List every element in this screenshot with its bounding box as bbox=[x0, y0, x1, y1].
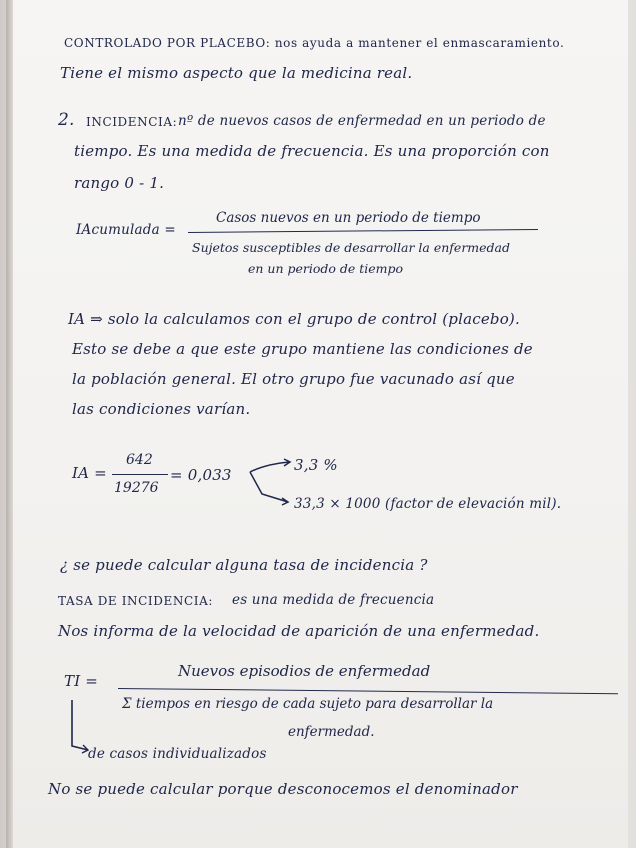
ia-note-2: Esto se debe a que este grupo mantiene las condiciones de bbox=[72, 340, 533, 358]
ti-denominator-1: Σ tiempos en riesgo de cada sujeto para desarrollar la bbox=[122, 696, 494, 712]
ti-definition: es una medida de frecuencia bbox=[232, 592, 435, 608]
ti-term: TASA DE INCIDENCIA: bbox=[58, 594, 213, 608]
ti-line-2: Nos informa de la velocidad de aparición de una enfermedad. bbox=[58, 622, 540, 640]
calc-label: IA = bbox=[72, 464, 107, 482]
calc-result: = 0,033 bbox=[170, 466, 232, 484]
ti-label: TI = bbox=[64, 672, 99, 690]
ti-denominator-2: enfermedad. bbox=[288, 724, 375, 740]
calc-fraction-bar bbox=[112, 474, 168, 475]
ti-fraction-bar bbox=[118, 688, 618, 695]
ti-numerator: Nuevos episodios de enfermedad bbox=[178, 662, 431, 680]
question: ¿ se puede calcular alguna tasa de incidencia ? bbox=[60, 556, 428, 574]
notebook-page bbox=[6, 0, 628, 848]
placebo-line-1: CONTROLADO POR PLACEBO: nos ayuda a mantener el enmascaramiento. bbox=[64, 36, 565, 50]
incidencia-term: INCIDENCIA: bbox=[86, 115, 178, 129]
section-number: 2. bbox=[58, 110, 75, 130]
ti-arrow-note: de casos individualizados bbox=[88, 746, 267, 762]
ia-denominator-1: Sujetos susceptibles de desarrollar la enfermedad bbox=[192, 240, 510, 255]
calc-branch-percent: 3,3 % bbox=[294, 456, 338, 474]
incidencia-def-3: rango 0 - 1. bbox=[74, 174, 165, 192]
ia-fraction-bar bbox=[188, 229, 538, 233]
ia-note-1: IA ⇒ solo la calculamos con el grupo de control (placebo). bbox=[68, 310, 520, 328]
ia-note-4: las condiciones varían. bbox=[72, 400, 251, 418]
ia-numerator: Casos nuevos en un periodo de tiempo bbox=[216, 210, 481, 226]
calc-numerator: 642 bbox=[126, 452, 153, 468]
incidencia-def-2: tiempo. Es una medida de frecuencia. Es una proporción con bbox=[74, 142, 550, 160]
incidencia-def-1: nº de nuevos casos de enfermedad en un periodo de bbox=[178, 113, 546, 129]
branch-arrows-icon bbox=[244, 462, 296, 506]
calc-denominator: 19276 bbox=[114, 480, 159, 496]
final-note: No se puede calcular porque desconocemos el denominador bbox=[48, 780, 518, 798]
placebo-line-2: Tiene el mismo aspecto que la medicina real. bbox=[60, 64, 413, 82]
ia-note-3: la población general. El otro grupo fue vacunado así que bbox=[72, 370, 515, 388]
calc-branch-per-mil: 33,3 × 1000 (factor de elevación mil). bbox=[294, 496, 562, 512]
ia-label: IAcumulada = bbox=[76, 222, 176, 238]
page-edge bbox=[6, 0, 13, 848]
ia-denominator-2: en un periodo de tiempo bbox=[248, 261, 404, 276]
